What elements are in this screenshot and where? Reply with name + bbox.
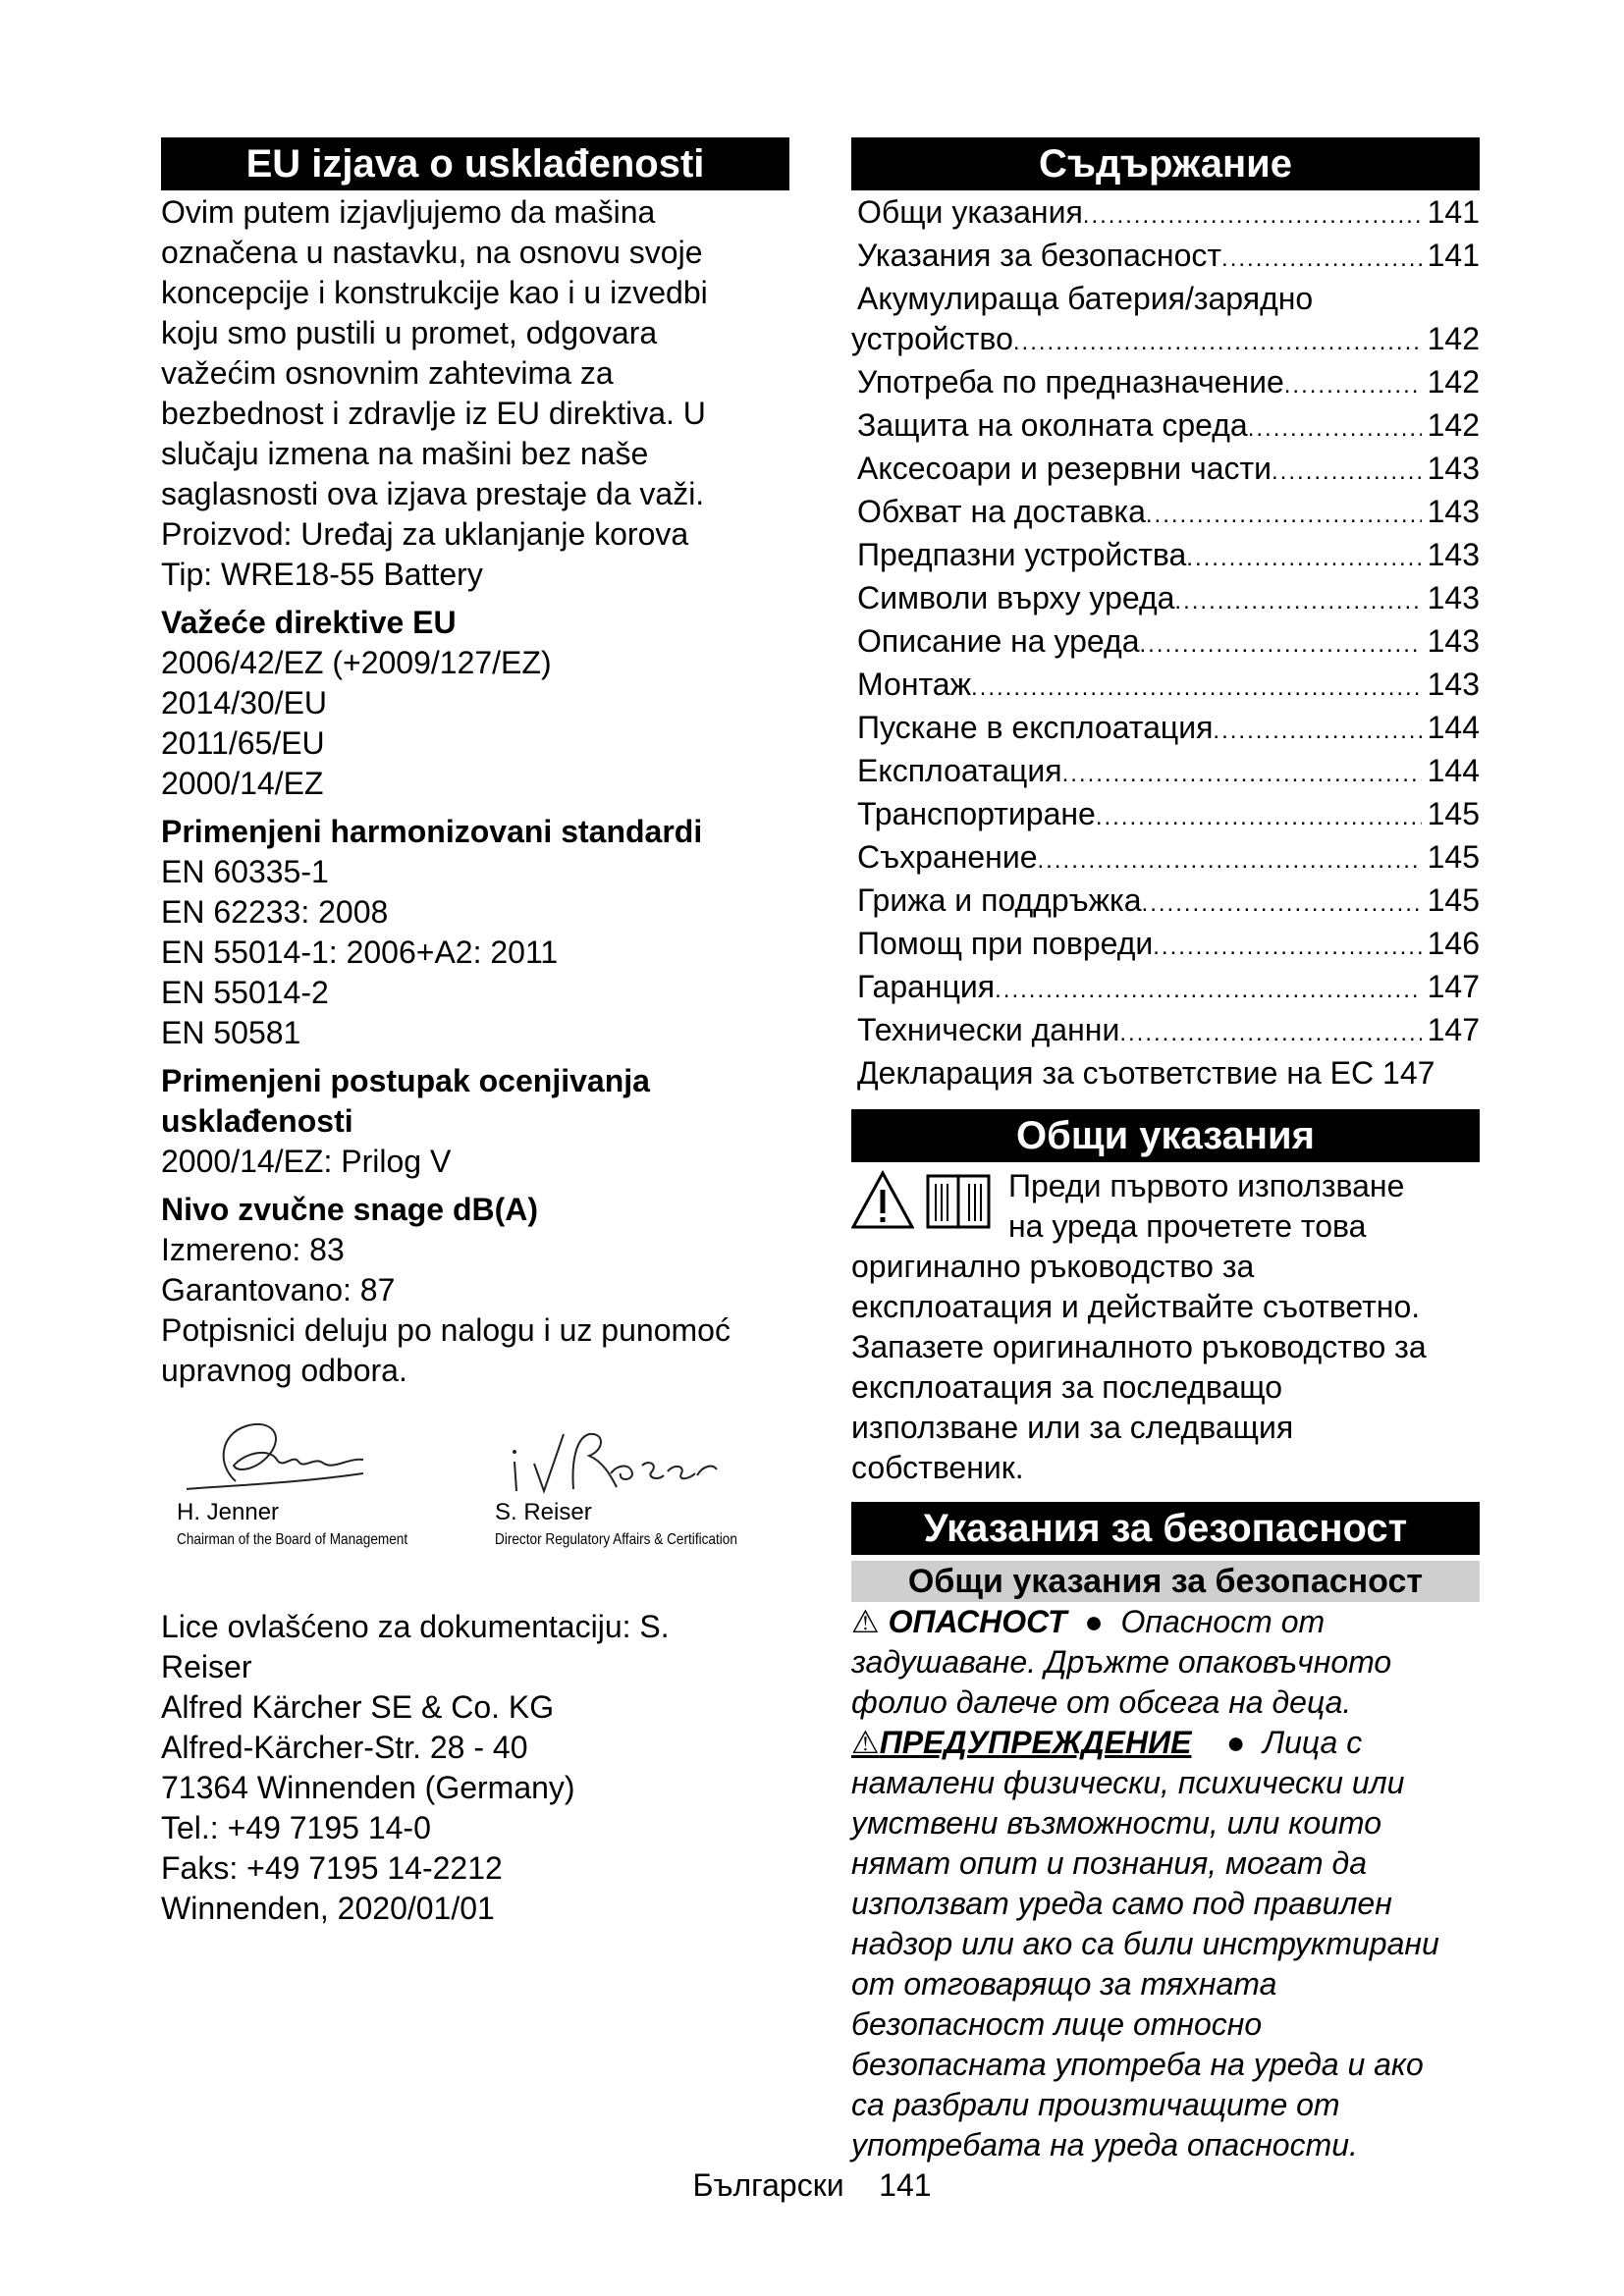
directive-item: 2006/42/EZ (+2009/127/EZ) (161, 645, 552, 680)
signature-reiser (495, 1405, 750, 1548)
signer-role: Chairman of the Board of Management (177, 1531, 408, 1548)
signature-jenner (177, 1405, 412, 1548)
standard-item: EN 62233: 2008 (161, 894, 389, 930)
toc-leader-dots (1248, 408, 1422, 449)
toc-entry[interactable] (851, 279, 1480, 319)
toc-entry[interactable] (851, 535, 1480, 578)
toc-entry-title: Технически данни (857, 1012, 1120, 1047)
toc-last-entry[interactable]: Декларация за съответствие на ЕС 147 (857, 1055, 1435, 1091)
toc-leader-dots (1013, 322, 1422, 362)
toc-entry[interactable] (851, 362, 1480, 405)
directives-heading: Važeće direktive EU (161, 605, 457, 640)
danger-text: фолио далече от обсега на деца. (851, 1684, 1352, 1720)
toc-entry-title: Употреба по предназначение (857, 364, 1284, 400)
general-line: собственик. (851, 1450, 1024, 1485)
toc-leader-dots (1142, 883, 1422, 924)
general-line: Преди първото използване (1008, 1168, 1405, 1203)
toc-entry[interactable] (851, 405, 1480, 449)
toc-entry-title: Защита на околната среда (857, 407, 1248, 443)
procedure-value: 2000/14/EZ: Prilog V (161, 1144, 452, 1179)
warning-text: Лица с (1263, 1725, 1363, 1760)
toc-entry-title: Общи указания (857, 194, 1083, 230)
toc-entry-title: Помощ при повреди (857, 926, 1154, 961)
toc-entry-page: 145 (1427, 839, 1480, 875)
toc-entry[interactable] (851, 578, 1480, 621)
warning-label: ПРЕДУПРЕЖДЕНИЕ (879, 1725, 1192, 1760)
toc-entry-title: Описание на уреда (857, 623, 1140, 659)
declaration-intro (161, 192, 789, 1391)
standards-heading: Primenjeni harmonizovani standardi (161, 814, 703, 849)
declaration-column (161, 137, 789, 1929)
signer-name: S. Reiser (495, 1499, 592, 1525)
procedure-heading: Primenjeni postupak ocenjivanja (161, 1063, 650, 1098)
toc-entry-title: Транспортиране (857, 796, 1096, 831)
contact-line: Alfred Kärcher SE & Co. KG (161, 1689, 555, 1725)
toc-entry-title: Акумулираща батерия/зарядно (857, 281, 1314, 316)
page-footer (0, 2165, 1624, 2205)
bullet-icon: ● (1200, 1725, 1255, 1760)
toc-entry-page: 145 (1427, 882, 1480, 918)
toc-entry[interactable] (851, 621, 1480, 665)
contact-line: Faks: +49 7195 14-2212 (161, 1850, 503, 1886)
sound-heading: Nivo zvučne snage dB(A) (161, 1192, 539, 1227)
warning-sign-icon: ⚠ (851, 1604, 880, 1639)
signature-block (161, 1405, 789, 1601)
warning-text: нямат опит и познания, могат да (851, 1845, 1368, 1881)
contact-line: Tel.: +49 7195 14-0 (161, 1810, 431, 1845)
handwritten-signature-icon (495, 1405, 750, 1503)
intro-line: bezbednost i zdravlje iz EU direktiva. U (161, 396, 706, 431)
toc-entry-page: 143 (1427, 623, 1480, 659)
warning-text: са разбрали произтичащите от (851, 2087, 1340, 2122)
toc-leader-dots (1096, 797, 1422, 837)
warning-text: от отговарящо за тяхната (851, 1966, 1277, 2002)
warning-text: намалени физически, психически или (851, 1765, 1405, 1800)
signer-name: H. Jenner (177, 1499, 280, 1525)
toc-entry[interactable] (851, 665, 1480, 708)
toc-entry[interactable] (851, 236, 1480, 279)
toc-leader-dots (1062, 754, 1422, 794)
toc-entry-title: Обхват на доставка (857, 494, 1146, 529)
general-line: оригинално ръководство за (851, 1249, 1255, 1284)
toc-entry-title: Съхранение (857, 839, 1038, 875)
general-notes (851, 1166, 1480, 1488)
toc-entry-title: Монтаж (857, 667, 971, 702)
warning-triangle-icon (851, 1170, 914, 1231)
standard-item: EN 55014-2 (161, 975, 329, 1010)
toc-entry-page: 143 (1427, 494, 1480, 529)
intro-line: koncepcije i konstrukcije kao i u izvedbi (161, 275, 708, 310)
directive-item: 2011/65/EU (161, 725, 325, 761)
toc-entry-page: 146 (1427, 926, 1480, 961)
toc-entry[interactable] (851, 794, 1480, 837)
toc-entry-title: Гаранция (857, 969, 996, 1004)
contact-line: Alfred-Kärcher-Str. 28 - 40 (161, 1730, 528, 1765)
toc-leader-dots (971, 667, 1422, 708)
toc-leader-dots (1083, 195, 1422, 236)
warning-text: безопасност лице относно (851, 2006, 1263, 2042)
signer-role: Director Regulatory Affairs & Certification (495, 1531, 737, 1548)
intro-line: slučaju izmena na mašini bez naše (161, 436, 649, 471)
page-number: 141 (879, 2167, 932, 2203)
danger-text: задушаване. Дръжте опаковъчното (851, 1644, 1392, 1680)
intro-line: Ovim putem izjavljujemo da mašina (161, 194, 656, 230)
toc-entry-title: Символи върху уреда (857, 580, 1175, 615)
toc-entry-continued[interactable] (851, 319, 1480, 362)
contact-line: Reiser (161, 1649, 252, 1684)
toc-entry-title: Аксесоари и резервни части (857, 451, 1272, 486)
toc-entry-title: Предпазни устройства (857, 537, 1187, 572)
directive-item: 2014/30/EU (161, 685, 328, 721)
intro-line: saglasnosti ova izjava prestaje da važi. (161, 476, 705, 511)
intro-line: označena u nastavku, na osnovu svoje (161, 235, 703, 270)
toc-entry-page: 141 (1427, 194, 1480, 230)
contact-line: Lice ovlašćeno za dokumentaciju: S. (161, 1609, 670, 1644)
toc-leader-dots (1284, 365, 1422, 405)
toc-entry[interactable] (851, 449, 1480, 492)
intro-line: koju smo pustili u promet, odgovara (161, 315, 658, 350)
toc-entry[interactable] (851, 708, 1480, 751)
standard-item: EN 60335-1 (161, 854, 329, 889)
toc-leader-dots (1174, 581, 1421, 621)
toc-heading: Съдържание (851, 137, 1480, 190)
standard-item: EN 55014-1: 2006+A2: 2011 (161, 934, 559, 970)
standard-item: EN 50581 (161, 1015, 301, 1050)
general-notes-intro-text (1008, 1166, 1404, 1247)
table-of-contents (851, 192, 1480, 1053)
danger-text: Опасност от (1120, 1604, 1326, 1639)
danger-first-line (851, 1602, 1480, 1642)
toc-leader-dots (1146, 495, 1422, 535)
toc-leader-dots (1119, 1013, 1421, 1053)
general-heading: Общи указания (851, 1109, 1480, 1162)
procedure-heading-cont: usklađenosti (161, 1103, 353, 1139)
toc-entry-page: 143 (1427, 580, 1480, 615)
toc-entry-page: 143 (1427, 667, 1480, 702)
toc-entry[interactable] (851, 492, 1480, 535)
general-line: експлоатация за последващо (851, 1369, 1283, 1405)
toc-leader-dots (995, 970, 1421, 1010)
toc-leader-dots (1186, 538, 1421, 578)
sound-measured: Izmereno: 83 (161, 1232, 345, 1267)
danger-notice (851, 1602, 1480, 1723)
warning-text: надзор или ако са били инструктирани (851, 1926, 1439, 1961)
toc-leader-dots (1139, 624, 1421, 665)
warning-sign-icon: ⚠ (851, 1725, 880, 1760)
toc-leader-dots (1038, 840, 1422, 881)
bullet-icon: ● (1075, 1604, 1112, 1639)
declaration-heading: EU izjava o usklađenosti (161, 137, 789, 190)
toc-entry-title: Пускане в експлоатация (857, 710, 1214, 745)
toc-leader-dots (1213, 711, 1421, 751)
contact-line: 71364 Winnenden (Germany) (161, 1770, 575, 1805)
intro-line: važećim osnovnim zahtevima za (161, 355, 614, 391)
contact-line: Winnenden, 2020/01/01 (161, 1891, 495, 1926)
general-notes-intro (851, 1166, 1480, 1247)
toc-entry[interactable] (851, 751, 1480, 794)
product-line: Proizvod: Uređaj za uklanjanje korova (161, 516, 689, 552)
sound-guaranteed: Garantovano: 87 (161, 1272, 396, 1308)
signatories-text: upravnog odbora. (161, 1353, 407, 1388)
notice-icons (851, 1166, 993, 1231)
warning-notice (851, 1723, 1480, 2165)
toc-entry-page: 141 (1427, 238, 1480, 273)
toc-entry-page: 144 (1427, 753, 1480, 788)
toc-entry-title: устройство (851, 321, 1013, 356)
toc-entry-page: 142 (1427, 321, 1480, 356)
type-line: Tip: WRE18-55 Battery (161, 557, 483, 592)
toc-entry[interactable] (851, 967, 1480, 1010)
directive-item: 2000/14/EZ (161, 766, 324, 801)
toc-entry-page: 144 (1427, 710, 1480, 745)
general-line: Запазете оригиналното ръководство за (851, 1329, 1427, 1364)
toc-entry[interactable] (851, 881, 1480, 924)
warning-text: употребата на уреда опасности. (851, 2127, 1358, 2163)
toc-entry-title: Указания за безопасност (857, 238, 1222, 273)
toc-entry-page: 142 (1427, 364, 1480, 400)
toc-entry-page: 142 (1427, 407, 1480, 443)
toc-entry[interactable] (851, 1010, 1480, 1053)
toc-entry-page: 143 (1427, 537, 1480, 572)
toc-leader-dots (1221, 239, 1422, 279)
toc-leader-dots (1153, 927, 1421, 967)
toc-entry[interactable] (851, 837, 1480, 881)
handwritten-signature-icon (177, 1405, 412, 1503)
toc-entry-title: Грижа и поддръжка (857, 882, 1142, 918)
warning-text: използват уреда само под правилен (851, 1886, 1392, 1921)
toc-entry-page: 143 (1427, 451, 1480, 486)
safety-subheading: Общи указания за безопасност (851, 1561, 1480, 1602)
bulgarian-column (851, 137, 1480, 2165)
toc-leader-dots (1272, 452, 1422, 492)
toc-entry-page: 145 (1427, 796, 1480, 831)
general-line: експлоатация и действайте съответно. (851, 1289, 1421, 1324)
danger-label: ОПАСНОСТ (888, 1604, 1067, 1639)
toc-entry-page: 147 (1427, 1012, 1480, 1047)
documentation-contact (161, 1607, 789, 1929)
signatories-text: Potpisnici deluju po nalogu i uz punomoć (161, 1312, 731, 1348)
warning-text: умствени възможности, или които (851, 1805, 1381, 1841)
general-line: на уреда прочетете това (1008, 1208, 1367, 1244)
warning-text: безопасната употреба на уреда и ако (851, 2047, 1424, 2082)
read-manual-book-icon (924, 1170, 993, 1231)
toc-entry[interactable] (851, 924, 1480, 967)
toc-entry-title: Експлоатация (857, 753, 1062, 788)
toc-entry[interactable] (851, 192, 1480, 236)
footer-language: Български (692, 2167, 844, 2203)
safety-heading: Указания за безопасност (851, 1502, 1480, 1555)
general-line: използване или за следващия (851, 1410, 1294, 1445)
toc-entry-page: 147 (1427, 969, 1480, 1004)
warning-first-line (851, 1723, 1480, 1763)
